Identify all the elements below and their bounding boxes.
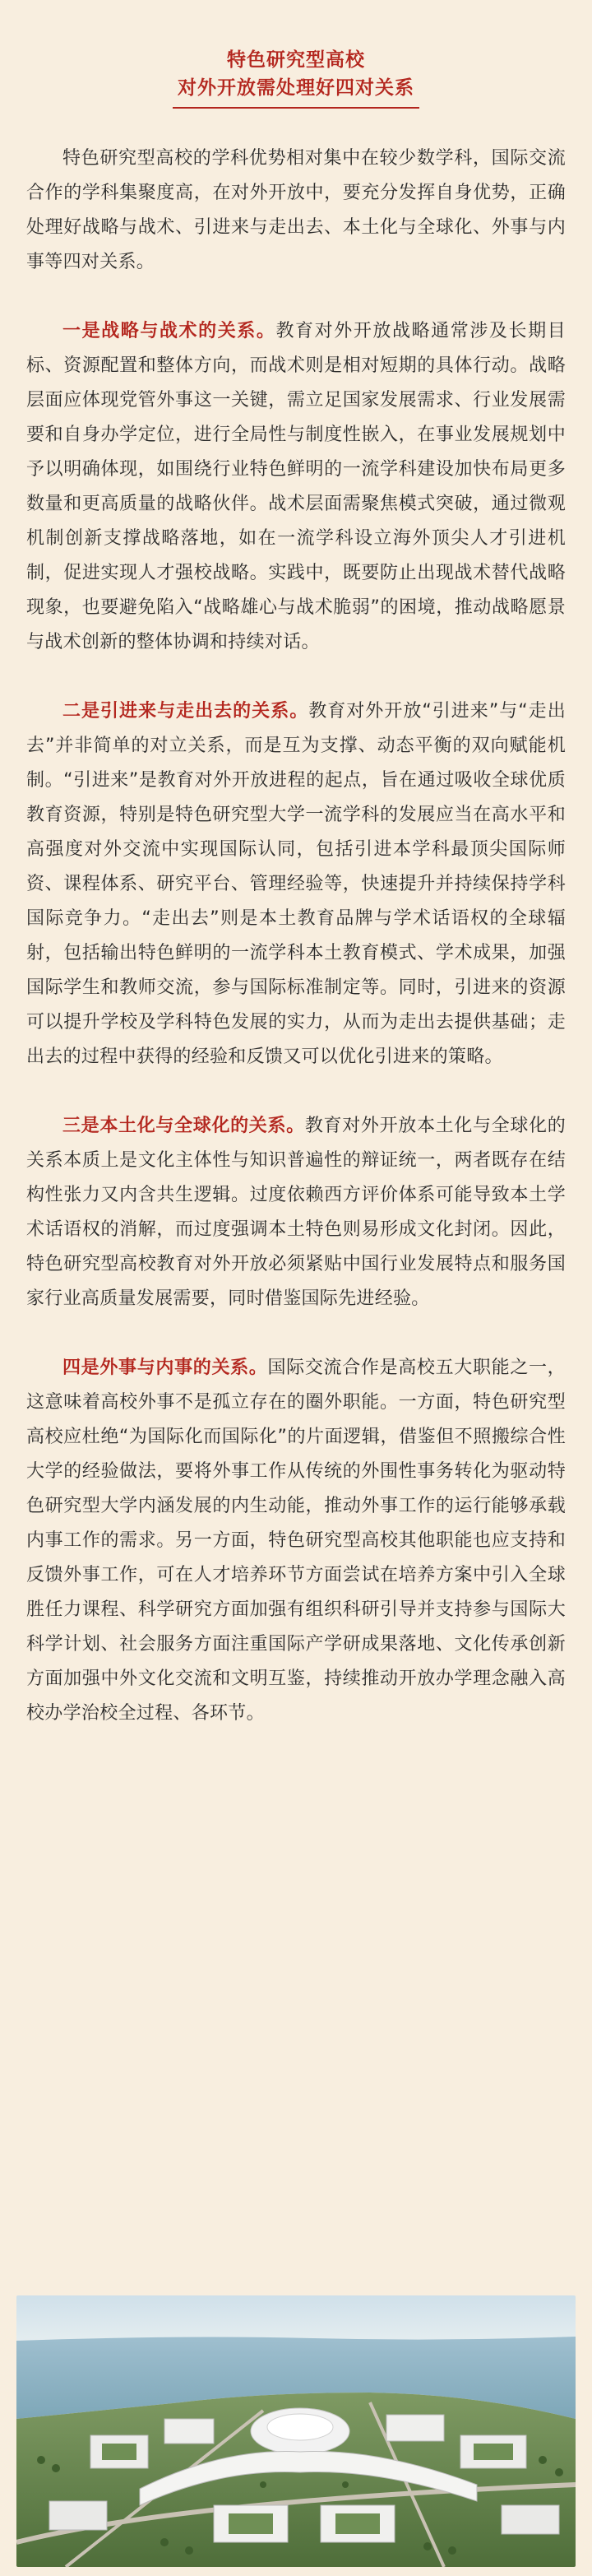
section-lead-1: 一是战略与战术的关系。: [62, 321, 276, 341]
article-title-line1: 特色研究型高校: [227, 49, 365, 71]
title-block: [0, 0, 592, 109]
section-lead-4: 四是外事与内事的关系。: [62, 1358, 268, 1378]
section-lead-2: 二是引进来与走出去的关系。: [62, 701, 309, 722]
article-body: [0, 109, 592, 1731]
section-paragraph-2: [26, 694, 566, 1074]
intro-paragraph: 特色研究型高校的学科优势相对集中在较少数学科，国际交流合作的学科集聚度高，在对外开放中，要充分发挥自身优势，正确处理好战略与战术、引进来与走出去、本土化与全球化、外事与内事等四对关系。: [26, 148, 566, 272]
section-paragraph-3: [26, 1109, 566, 1316]
section-body-4: 国际交流合作是高校五大职能之一，这意味着高校外事不是孤立存在的圈外职能。一方面，特色研究型高校应杜绝“为国际化而国际化”的片面逻辑，借鉴但不照搬综合性大学的经验做法，要将外事工作从传统的外围性事务转化为驱动特色研究型大学内涵发展的内生动能，推动外事工作的运行能够承载内事工作的需求。另一方面，特色研究型高校其他职能也应支持和反馈外事工作，可在人才培养环节方面尝试在培养方案中引入全球胜任力课程、科学研究方面加强有组织科研引导并支持参与国际大科学计划、社会服务方面注重国际产学研成果落地、文化传承创新方面加强中外文化交流和文明互鉴，持续推动开放办学理念融入高校办学治校全过程、各环节。: [26, 1358, 566, 1724]
section-body-3: 教育对外开放本土化与全球化的关系本质上是文化主体性与知识普遍性的辩证统一，两者既存在结构性张力又内含共生逻辑。过度依赖西方评价体系可能导致本土学术话语权的消解，而过度强调本土特色则易形成文化封闭。因此，特色研究型高校教育对外开放必须紧贴中国行业发展特点和服务国家行业高质量发展需要，同时借鉴国际先进经验。: [26, 1116, 567, 1309]
section-body-2: 教育对外开放“引进来”与“走出去”并非简单的对立关系，而是互为支撑、动态平衡的双向赋能机制。“引进来”是教育对外开放进程的起点，旨在通过吸收全球优质教育资源，特别是特色研究型大学一流学科的发展应当在高水平和高强度对外交流中实现国际认同，包括引进本学科最顶尖国际师资、课程体系、研究平台、管理经验等，快速提升并持续保持学科国际竞争力。“走出去”则是本土教育品牌与学术话语权的全球辐射，包括输出特色鲜明的一流学科本土教育模式、学术成果，加强国际学生和教师交流，参与国际标准制定等。同时，引进来的资源可以提升学校及学科特色发展的实力，从而为走出去提供基础；走出去的过程中获得的经验和反馈又可以优化引进来的策略。: [26, 701, 566, 1067]
campus-aerial-photo: [16, 2295, 576, 2567]
article-title-line2: 对外开放需处理好四对关系: [178, 77, 414, 99]
section-paragraph-4: [26, 1351, 566, 1731]
section-body-1: 教育对外开放战略通常涉及长期目标、资源配置和整体方向，而战术则是相对短期的具体行动。战略层面应体现党管外事这一关键，需立足国家发展需求、行业发展需要和自身办学定位，进行全局性与制度性嵌入，在事业发展规划中予以明确体现，如围绕行业特色鲜明的一流学科建设加快布局更多数量和更高质量的战略伙伴。战术层面需聚焦模式突破，通过微观机制创新支撑战略落地，如在一流学科设立海外顶尖人才引进机制，促进实现人才强校战略。实践中，既要防止出现战术替代战略现象，也要避免陷入“战略雄心与战术脆弱”的困境，推动战略愿景与战术创新的整体协调和持续对话。: [26, 321, 566, 652]
section-paragraph-1: [26, 314, 566, 660]
section-lead-3: 三是本土化与全球化的关系。: [62, 1116, 305, 1136]
